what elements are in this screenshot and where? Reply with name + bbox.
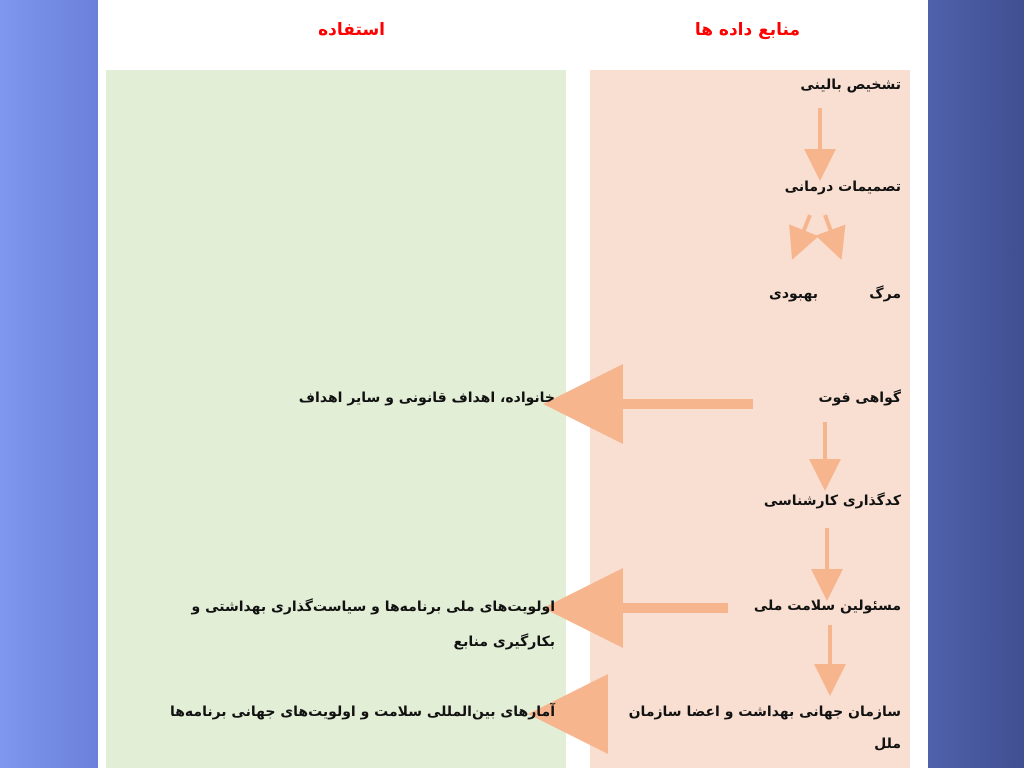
outcome-death: مرگ xyxy=(869,286,901,302)
use-panel xyxy=(106,70,566,768)
use-header: استفاده xyxy=(318,20,385,40)
source-treatment-decisions: تصمیمات درمانی xyxy=(784,179,901,195)
source-who-line1: سازمان جهانی بهداشت و اعضا سازمان xyxy=(628,704,901,720)
source-who-line2: ملل xyxy=(874,736,901,752)
source-expert-coding: کدگذاری کارشناسی xyxy=(763,493,901,509)
source-death-certificate: گواهی فوت xyxy=(818,390,901,406)
use-national-line2: بکارگیری منابع xyxy=(453,634,555,650)
use-international: آمارهای بین‌المللی سلامت و اولویت‌های جهانی برنامه‌ها xyxy=(169,704,555,720)
slide xyxy=(98,0,928,768)
use-family: خانواده، اهداف قانونی و سایر اهداف xyxy=(298,390,555,406)
source-clinical-diagnosis: تشخیص بالینی xyxy=(800,77,901,93)
use-national-line1: اولویت‌های ملی برنامه‌ها و سیاست‌گذاری بهداشتی و xyxy=(191,599,555,615)
source-national-health-officials: مسئولین سلامت ملی xyxy=(753,598,901,614)
sources-header: منابع داده ها xyxy=(694,20,800,40)
outcome-recovery: بهبودی xyxy=(768,286,818,302)
